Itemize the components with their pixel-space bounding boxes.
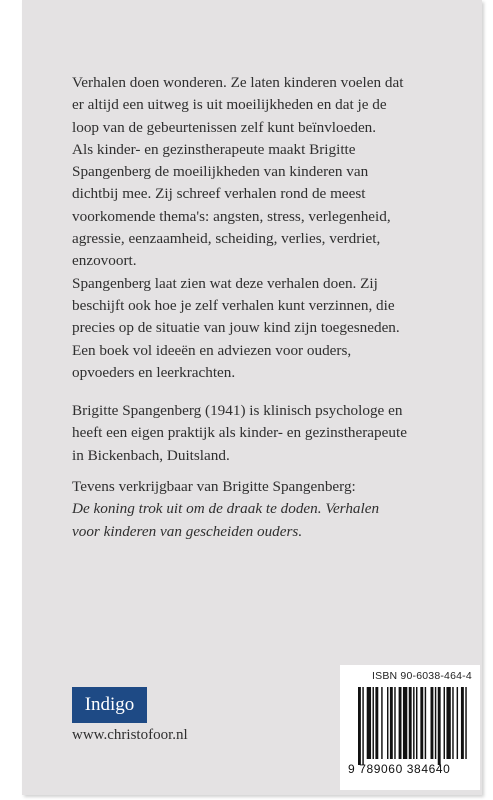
barcode-sticker <box>340 665 480 790</box>
also-available-intro: Tevens verkrijgbaar van Brigitte Spangenberg: <box>72 478 356 495</box>
ean-digits: 9 789060 384640 <box>348 762 451 776</box>
blurb-line: beschijft ook hoe je zelf verhalen kunt verzinnen, die <box>72 296 395 314</box>
related-title-line: voor kinderen van gescheiden ouders. <box>72 522 303 540</box>
blurb-line: Spangenberg de moeilijkheden van kinderen van <box>72 163 369 181</box>
blurb-line: precies op de situatie van jouw kind zijn toegesneden. <box>72 319 400 337</box>
blurb-line: dichtbij mee. Zij schreef verhalen rond de meest <box>72 185 366 203</box>
publisher-website: www.christofoor.nl <box>72 727 188 743</box>
blurb-text <box>72 72 440 384</box>
isbn-label: ISBN 90-6038-464-4 <box>372 670 472 682</box>
blurb-line: loop van de gebeurtenissen zelf kunt beïnvloeden. <box>72 118 377 136</box>
author-bio-line: Brigitte Spangenberg (1941) is klinisch psychologe en <box>72 402 403 419</box>
blurb-line: opvoeders en leerkrachten. <box>72 363 236 381</box>
blurb-line: agressie, eenzaamheid, scheiding, verlies, verdriet, <box>72 230 381 248</box>
book-back-cover <box>22 0 482 795</box>
blurb-line: Als kinder- en gezinstherapeute maakt Brigitte <box>72 140 356 158</box>
blurb-line: voorkomende thema's: angsten, stress, verlegenheid, <box>72 207 391 225</box>
barcode-icon <box>358 687 470 765</box>
also-available <box>72 476 440 543</box>
blurb-line: Een boek vol ideeën en adviezen voor ouders, <box>72 341 352 359</box>
author-bio-line: in Bickenbach, Duitsland. <box>72 446 230 464</box>
blurb-line: er altijd een uitweg is uit moeilijkheden en dat je de <box>72 96 387 114</box>
blurb-line: enzovoort. <box>72 252 137 270</box>
blurb-line: Spangenberg laat zien wat deze verhalen doen. Zij <box>72 274 378 292</box>
publisher-logo: Indigo <box>72 687 147 723</box>
author-bio <box>72 400 440 467</box>
blurb-line: Verhalen doen wonderen. Ze laten kinderen voelen dat <box>72 74 404 91</box>
related-title-line: De koning trok uit om de draak te doden. Verhalen <box>72 500 380 518</box>
author-bio-line: heeft een eigen praktijk als kinder- en gezinstherapeute <box>72 424 407 442</box>
